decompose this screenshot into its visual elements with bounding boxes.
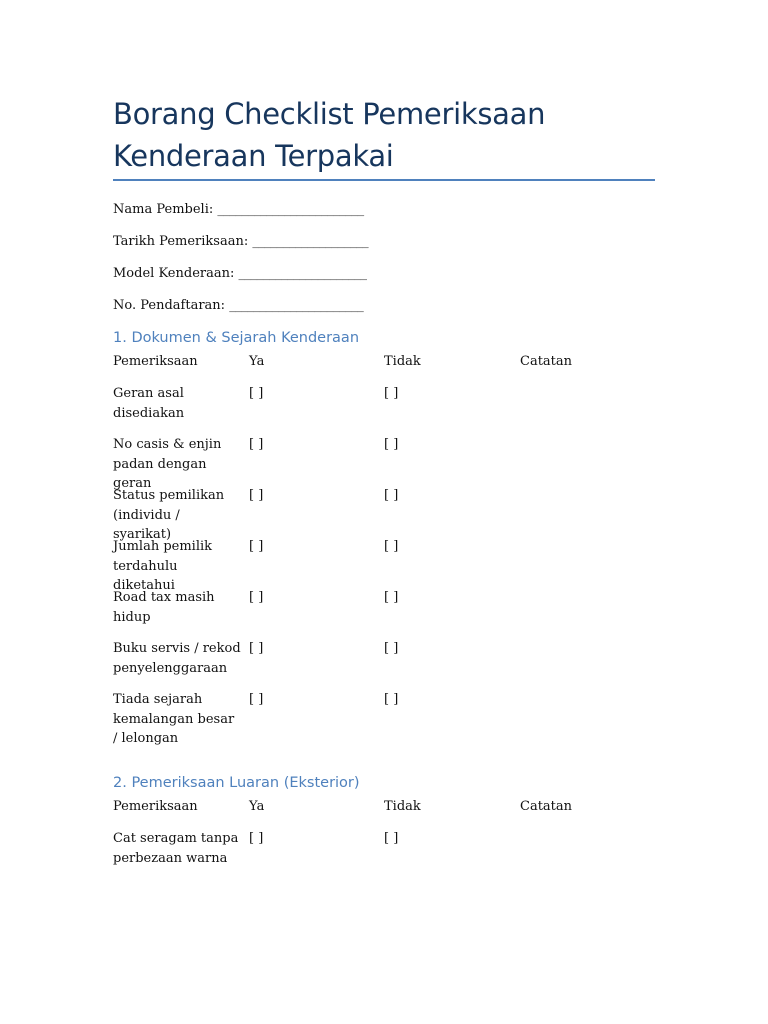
field-label: No. Pendaftaran: bbox=[113, 298, 226, 313]
column-header-ya: Ya bbox=[249, 354, 265, 369]
checkbox-ya[interactable]: [ ] bbox=[249, 437, 264, 452]
field-blank-line[interactable]: _____________________ bbox=[238, 266, 367, 281]
field-nama-pembeli bbox=[113, 201, 364, 219]
checkbox-tidak[interactable]: [ ] bbox=[384, 831, 399, 846]
checkbox-tidak[interactable]: [ ] bbox=[384, 641, 399, 656]
field-label: Model Kenderaan: bbox=[113, 266, 235, 281]
column-header-pemeriksaan: Pemeriksaan bbox=[113, 799, 198, 814]
column-header-catatan: Catatan bbox=[520, 354, 573, 369]
checkbox-ya[interactable]: [ ] bbox=[249, 641, 264, 656]
checkbox-ya[interactable]: [ ] bbox=[249, 488, 264, 503]
checkbox-tidak[interactable]: [ ] bbox=[384, 386, 399, 401]
field-blank-line[interactable]: ________________________ bbox=[217, 202, 364, 217]
column-header-tidak: Tidak bbox=[384, 354, 421, 369]
row-item-label: Jumlah pemilik terdahulu diketahui bbox=[113, 539, 213, 593]
field-no-pendaftaran bbox=[113, 297, 363, 315]
row-item-label: No casis & enjin padan dengan geran bbox=[113, 437, 222, 491]
field-model-kenderaan bbox=[113, 265, 367, 283]
row-item-label: Tiada sejarah kemalangan besar / lelongan bbox=[113, 692, 235, 746]
field-label: Tarikh Pemeriksaan: bbox=[113, 234, 249, 249]
field-blank-line[interactable]: ___________________ bbox=[252, 234, 369, 249]
checkbox-tidak[interactable]: [ ] bbox=[384, 437, 399, 452]
checkbox-ya[interactable]: [ ] bbox=[249, 831, 264, 846]
row-item-label: Geran asal disediakan bbox=[113, 386, 185, 421]
checkbox-tidak[interactable]: [ ] bbox=[384, 590, 399, 605]
row-item-label: Buku servis / rekod penyelenggaraan bbox=[113, 641, 241, 676]
section-heading-luaran: 2. Pemeriksaan Luaran (Eksterior) bbox=[113, 775, 360, 791]
page-title: Borang Checklist Pemeriksaan Kenderaan Terpakai bbox=[113, 97, 546, 173]
column-header-catatan: Catatan bbox=[520, 799, 573, 814]
field-label: Nama Pembeli: bbox=[113, 202, 214, 217]
checkbox-tidak[interactable]: [ ] bbox=[384, 488, 399, 503]
row-item-label: Cat seragam tanpa perbezaan warna bbox=[113, 831, 239, 866]
section-heading-dokumen: 1. Dokumen & Sejarah Kenderaan bbox=[113, 330, 360, 346]
field-tarikh-pemeriksaan bbox=[113, 233, 368, 251]
field-blank-line[interactable]: ______________________ bbox=[229, 298, 364, 313]
checkbox-tidak[interactable]: [ ] bbox=[384, 539, 399, 554]
row-item-label: Road tax masih hidup bbox=[113, 590, 215, 625]
checkbox-ya[interactable]: [ ] bbox=[249, 539, 264, 554]
column-header-ya: Ya bbox=[249, 799, 265, 814]
row-item-label: Status pemilikan (individu / syarikat) bbox=[113, 488, 225, 542]
title-underline bbox=[113, 179, 655, 181]
checkbox-tidak[interactable]: [ ] bbox=[384, 692, 399, 707]
column-header-pemeriksaan: Pemeriksaan bbox=[113, 354, 198, 369]
checkbox-ya[interactable]: [ ] bbox=[249, 386, 264, 401]
checkbox-ya[interactable]: [ ] bbox=[249, 692, 264, 707]
column-header-tidak: Tidak bbox=[384, 799, 421, 814]
checkbox-ya[interactable]: [ ] bbox=[249, 590, 264, 605]
